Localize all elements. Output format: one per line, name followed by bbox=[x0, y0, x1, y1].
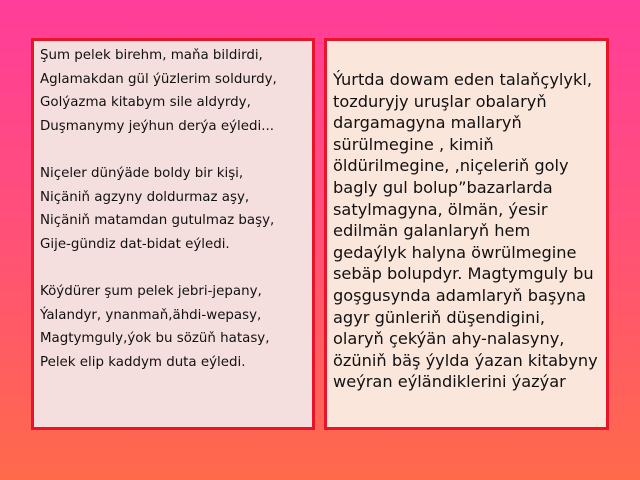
poem-line: Köýdürer şum pelek jebri-jepany, bbox=[40, 283, 262, 299]
poem-line: Şum pelek birehm, maňa bildirdi, bbox=[40, 48, 263, 63]
poem-line: Duşmanymy jeýhun derýa eýledi... bbox=[40, 118, 275, 134]
poem-line: Magtymguly,ýok bu sözüň hatasy, bbox=[40, 331, 270, 347]
poem-line: Golýazma kitabym sile aldyrdy, bbox=[40, 95, 251, 111]
poem-line: Aglamakdan gül ýüzlerim soldurdy, bbox=[40, 71, 277, 87]
poem-line: Gije-gündiz dat-bidat eýledi. bbox=[40, 236, 230, 252]
poem-panel bbox=[31, 38, 315, 430]
stanza-gap bbox=[40, 138, 306, 162]
poem-line: Ýalandyr, ynanmaň,ähdi-wepasy, bbox=[40, 307, 262, 323]
poem-line: Niçeler dünýäde boldy bir kişi, bbox=[40, 165, 244, 181]
commentary-text: Ýurtda dowam eden talaňçylykl, tozduryjy uruşlar obalaryň dargamagyna mallaryň sürülmegine , kimiň öldürilmegine, ,niçeleriň goly bagly gul bolup”bazarlarda satylmagyna, ölmän, ýesir edilmän galanlaryň hem gedaýlyk halyna öwrülmegine sebäp bolupdyr. Magtymguly bu goşgusynda adamlaryň başyna agyr günleriň düşendigini, olaryň çekýän ahy-nalasyny, özüniň bäş ýylda ýazan kitabyny weýran eýländiklerini ýazýar bbox=[333, 70, 598, 392]
stanza-gap bbox=[40, 256, 306, 280]
poem-line: Pelek elip kaddym duta eýledi. bbox=[40, 354, 246, 370]
commentary-panel bbox=[324, 38, 609, 430]
poem-line: Niçäniň matamdan gutulmaz başy, bbox=[40, 213, 275, 229]
poem-line: Niçäniň agzyny doldurmaz aşy, bbox=[40, 189, 250, 205]
